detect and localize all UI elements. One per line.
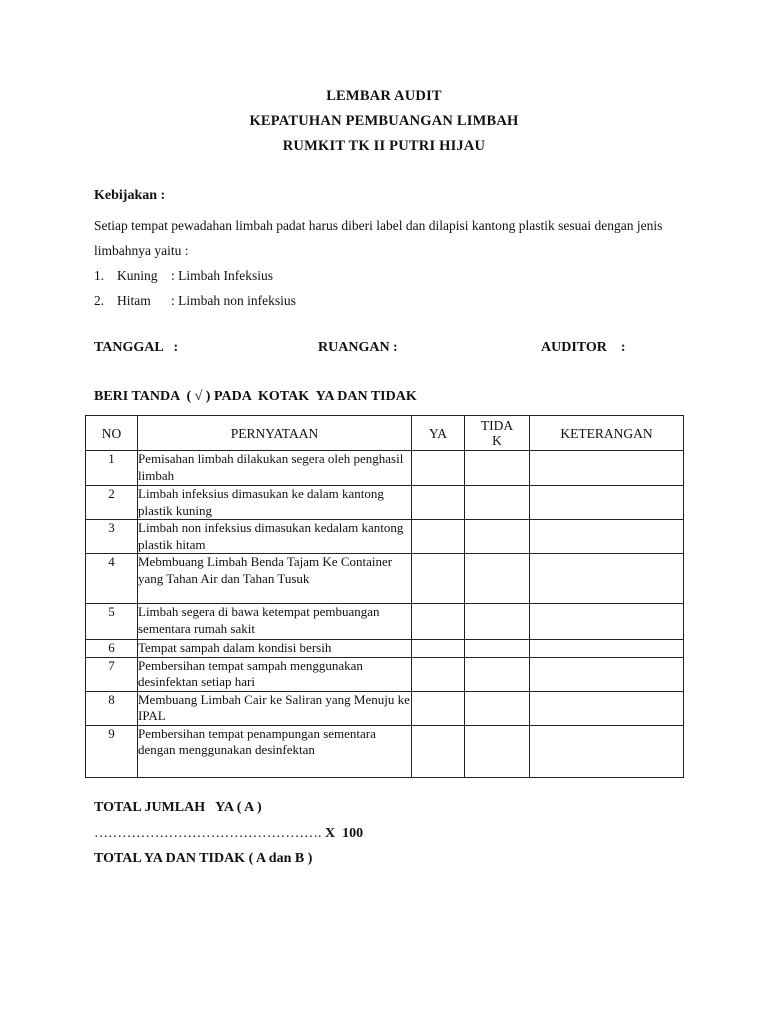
ya-checkbox-cell[interactable] [412, 520, 465, 554]
list-item [94, 288, 296, 313]
ya-checkbox-cell[interactable] [412, 657, 465, 691]
tidak-checkbox-cell[interactable] [465, 604, 530, 640]
list-item-desc: : Limbah non infeksius [171, 293, 296, 308]
ya-checkbox-cell[interactable] [412, 725, 465, 777]
row-number: 4 [86, 554, 138, 604]
header-keterangan: KETERANGAN [530, 416, 684, 451]
ya-checkbox-cell[interactable] [412, 486, 465, 520]
row-statement: Pembersihan tempat penampungan sementara dengan menggunakan desinfektan [138, 725, 412, 777]
row-number: 9 [86, 725, 138, 777]
title-line-3: RUMKIT TK II PUTRI HIJAU [282, 138, 486, 154]
table-row [86, 725, 684, 777]
row-number: 7 [86, 657, 138, 691]
ya-checkbox-cell[interactable] [412, 554, 465, 604]
row-statement: Limbah segera di bawa ketempat pembuangan sementara rumah sakit [138, 604, 412, 640]
keterangan-cell[interactable] [530, 725, 684, 777]
audit-table [85, 415, 684, 778]
tidak-checkbox-cell[interactable] [465, 691, 530, 725]
keterangan-cell[interactable] [530, 486, 684, 520]
header-no: NO [86, 416, 138, 451]
header-statement: PERNYATAAN [138, 416, 412, 451]
row-statement: Pembersihan tempat sampah menggunakan desinfektan setiap hari [138, 657, 412, 691]
row-statement: Membuang Limbah Cair ke Saliran yang Menuju ke IPAL [138, 691, 410, 723]
title-line-1: LEMBAR AUDIT [326, 88, 442, 104]
instruction-text: BERI TANDA ( √ ) PADA KOTAK YA DAN TIDAK [94, 389, 417, 404]
row-statement: Pemisahan limbah dilakukan segera oleh penghasil limbah [138, 451, 412, 486]
table-row [86, 486, 684, 520]
row-number: 8 [86, 691, 138, 725]
header-ya: YA [412, 416, 465, 451]
formula-dots: …………………………………………. [94, 826, 322, 841]
row-statement: Tempat sampah dalam kondisi bersih [138, 640, 412, 658]
total-yes-label: TOTAL JUMLAH YA ( A ) [94, 800, 262, 815]
auditor-field-label: AUDITOR : [541, 340, 626, 355]
keterangan-cell[interactable] [530, 604, 684, 640]
keterangan-cell[interactable] [530, 554, 684, 604]
list-item-number: 2. [94, 293, 105, 308]
row-number: 5 [86, 604, 138, 640]
table-row [86, 640, 684, 658]
table-row [86, 451, 684, 486]
table-row [86, 554, 684, 604]
header-tidak-line1: TIDA [480, 418, 514, 433]
tidak-checkbox-cell[interactable] [465, 554, 530, 604]
keterangan-cell[interactable] [530, 691, 684, 725]
row-number: 2 [86, 486, 138, 520]
list-item-name: Kuning [117, 268, 158, 283]
formula-line [94, 826, 363, 842]
tidak-checkbox-cell[interactable] [465, 520, 530, 554]
list-item-desc: : Limbah Infeksius [171, 268, 273, 283]
tidak-checkbox-cell[interactable] [465, 725, 530, 777]
table-header-row [86, 416, 684, 451]
ya-checkbox-cell[interactable] [412, 604, 465, 640]
table-row [86, 520, 684, 554]
title-line-2: KEPATUHAN PEMBUANGAN LIMBAH [249, 113, 519, 129]
waste-type-list [94, 263, 296, 313]
row-statement: Limbah non infeksius dimasukan kedalam kantong plastik hitam [138, 520, 412, 554]
header-tidak [465, 416, 530, 451]
row-statement: Mebmbuang Limbah Benda Tajam Ke Container yang Tahan Air dan Tahan Tusuk [138, 554, 412, 604]
tidak-checkbox-cell[interactable] [465, 657, 530, 691]
ya-checkbox-cell[interactable] [412, 451, 465, 486]
row-statement: Limbah infeksius dimasukan ke dalam kantong plastik kuning [138, 486, 412, 520]
date-field-label: TANGGAL : [94, 340, 179, 355]
list-item [94, 263, 296, 288]
table-row [86, 691, 684, 725]
tidak-checkbox-cell[interactable] [465, 451, 530, 486]
list-item-name: Hitam [117, 293, 151, 308]
keterangan-cell[interactable] [530, 657, 684, 691]
policy-label: Kebijakan : [94, 188, 166, 203]
ya-checkbox-cell[interactable] [412, 691, 465, 725]
row-number: 3 [86, 520, 138, 554]
header-tidak-line2: K [492, 433, 502, 448]
policy-text: Setiap tempat pewadahan limbah padat harus diberi label dan dilapisi kantong plastik sesuai dengan jenis limbahnya yaitu : [94, 218, 663, 258]
row-number: 1 [86, 451, 138, 486]
keterangan-cell[interactable] [530, 451, 684, 486]
tidak-checkbox-cell[interactable] [465, 486, 530, 520]
row-number: 6 [86, 640, 138, 658]
keterangan-cell[interactable] [530, 520, 684, 554]
room-field-label: RUANGAN : [318, 340, 398, 355]
ya-checkbox-cell[interactable] [412, 640, 465, 658]
table-row [86, 657, 684, 691]
tidak-checkbox-cell[interactable] [465, 640, 530, 658]
list-item-number: 1. [94, 268, 105, 283]
table-row [86, 604, 684, 640]
keterangan-cell[interactable] [530, 640, 684, 658]
formula-multiplier: X 100 [321, 826, 364, 841]
total-yes-no-label: TOTAL YA DAN TIDAK ( A dan B ) [94, 851, 313, 866]
